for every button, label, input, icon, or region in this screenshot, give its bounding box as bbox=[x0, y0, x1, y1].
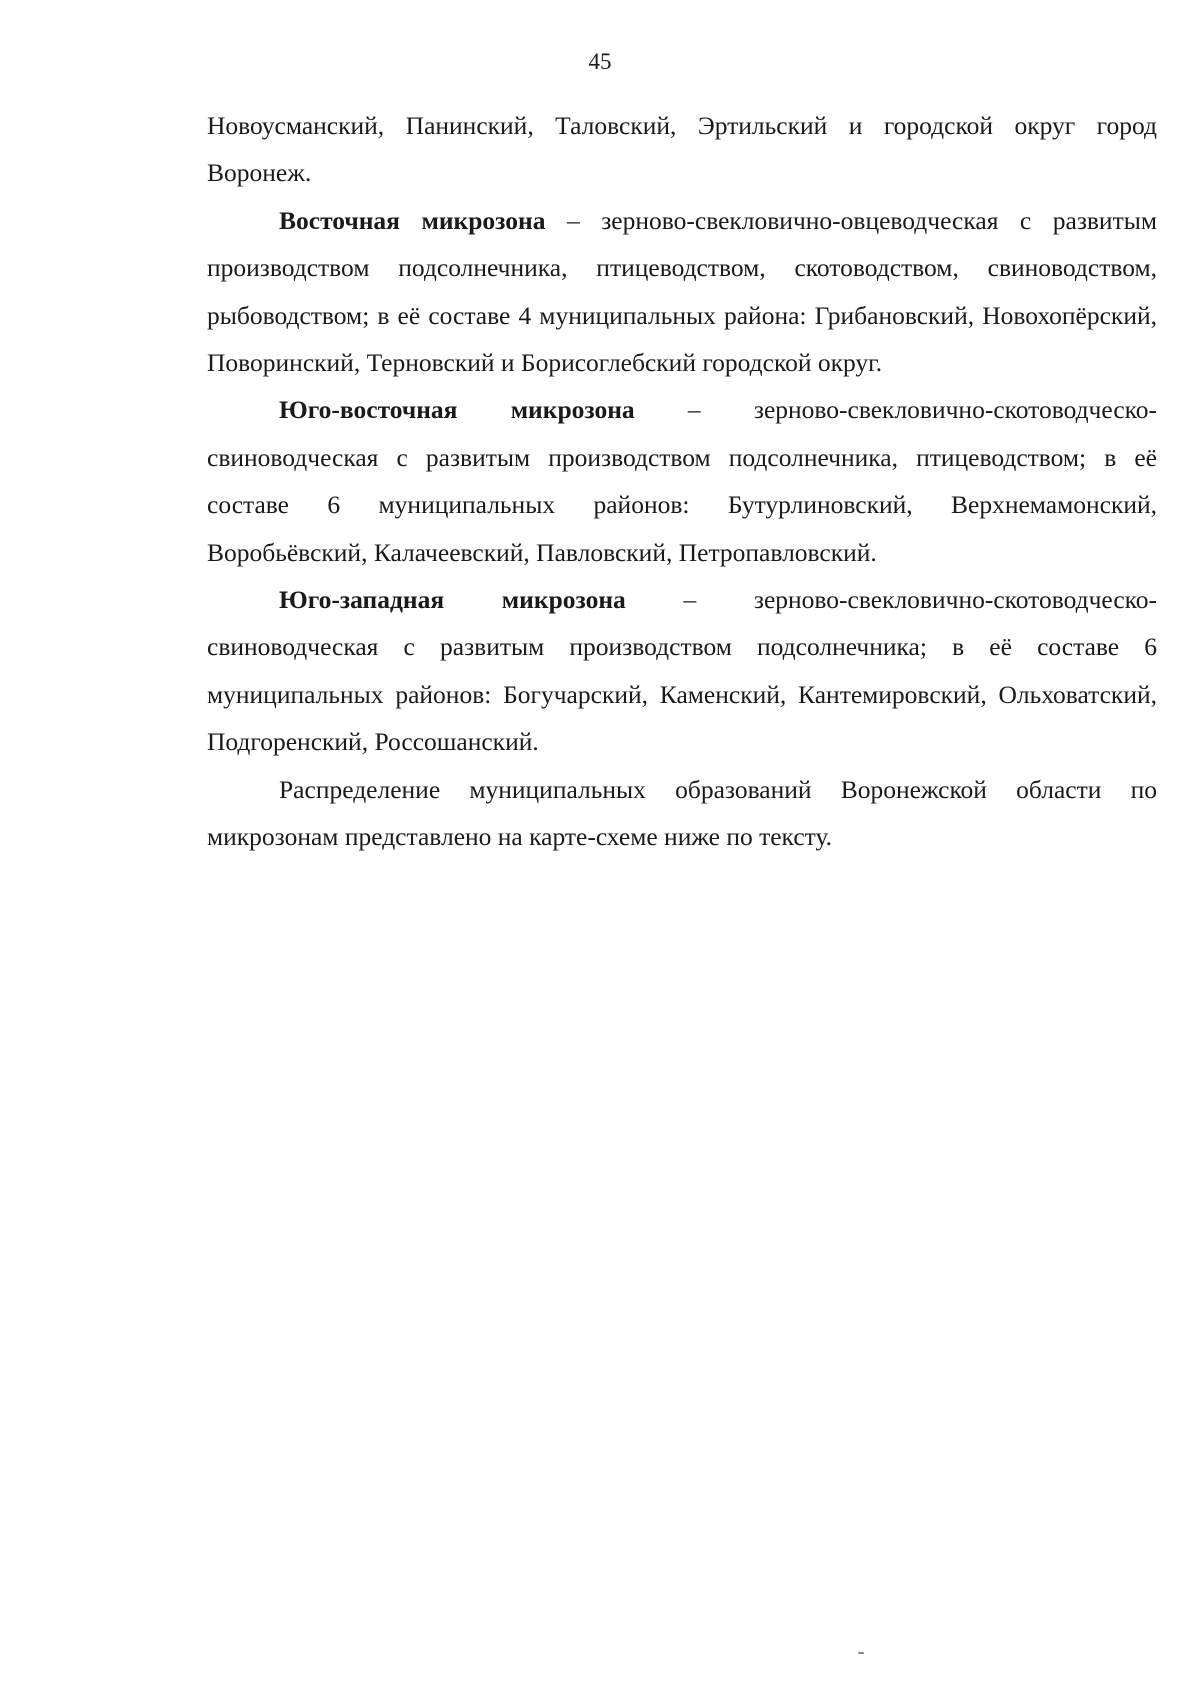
page-number: 45 bbox=[588, 49, 612, 74]
paragraph-continuation bbox=[207, 102, 1157, 197]
paragraph-heading: Юго-восточная микрозона bbox=[279, 395, 635, 425]
paragraph-southeastern-microzone bbox=[207, 386, 1157, 576]
paragraph-text: Новоусманский, Панинский, Таловский, Эртильский и городской округ город Воронеж. bbox=[207, 111, 1157, 188]
scan-speck bbox=[858, 1652, 864, 1654]
paragraph-text: – зерново-свекловично-скотоводческо-свиноводческая с развитым производством подсолнечника, птицеводством; в её составе 6 муниципальных районов: Бутурлиновский, Верхнемамонский, Воробьёвский, Калачеевский, Павловский, Петропавловский. bbox=[207, 395, 1157, 567]
paragraph-heading: Восточная микрозона bbox=[279, 205, 546, 235]
paragraph-distribution-note bbox=[207, 766, 1157, 861]
paragraph-eastern-microzone bbox=[207, 197, 1157, 387]
document-body bbox=[207, 102, 1157, 861]
paragraph-text: Распределение муниципальных образований Воронежской области по микрозонам представлено на карте-схеме ниже по тексту. bbox=[207, 774, 1157, 852]
paragraph-text: – зерново-свекловично-скотоводческо-свиноводческая с развитым производством подсолнечника; в её составе 6 муниципальных районов: Богучарский, Каменский, Кантемировский, Ольховатский, Подгоренский, Россошанский. bbox=[207, 585, 1157, 757]
paragraph-heading: Юго-западная микрозона bbox=[279, 585, 626, 615]
paragraph-southwestern-microzone bbox=[207, 576, 1157, 766]
paragraph-text: – зерново-свекловично-овцеводческая с развитым производством подсолнечника, птицеводством, скотоводством, свиноводством, рыбоводством; в её составе 4 муниципальных района: Грибановский, Новохопёрский, Поворинский, Терновский и Борисоглебский городской округ. bbox=[207, 205, 1157, 378]
